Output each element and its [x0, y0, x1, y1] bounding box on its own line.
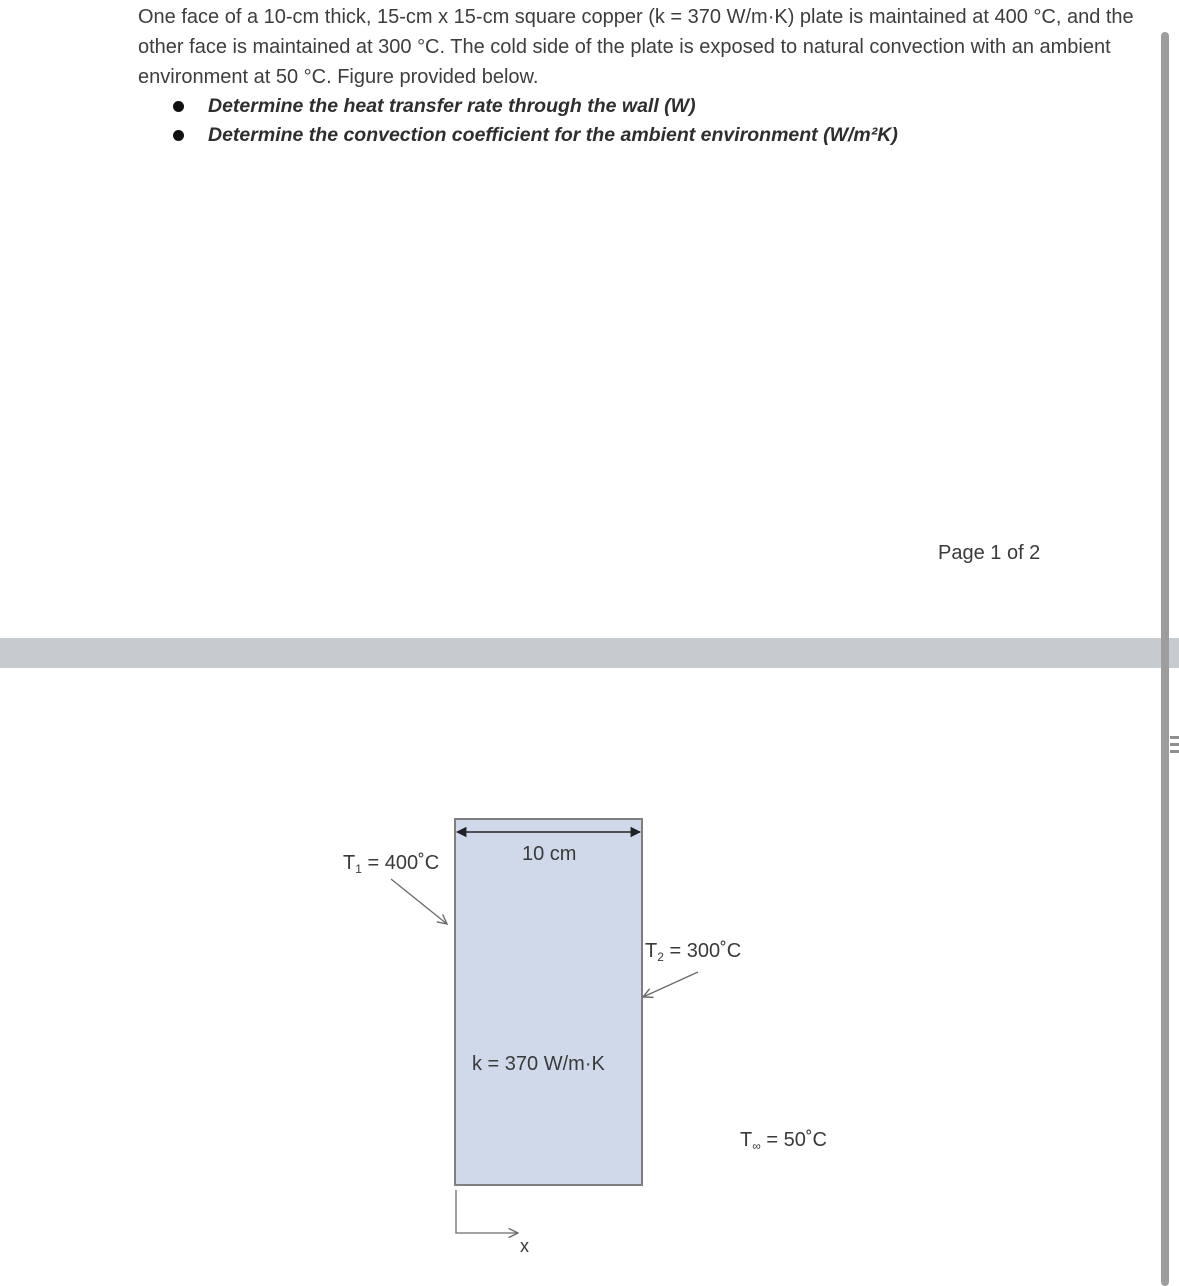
- page-number: Page 1 of 2: [938, 542, 1041, 564]
- problem-statement: One face of a 10-cm thick, 15-cm x 15-cm square copper (k = 370 W/m·K) plate is maintained at 400 °C, and the other face is maintained at 300 °C. The cold side of the plate is exposed to natural convection with an ambient environment at 50 °C. Figure provided below.: [138, 6, 1134, 88]
- t2-pointer-arrow: [643, 972, 698, 997]
- t1-label: $T_1$ = 400˚C: [343, 852, 440, 876]
- x-axis-label: x: [520, 1236, 529, 1256]
- thickness-label: 10 cm: [522, 843, 577, 865]
- task-text: Determine the convection coefficient for the ambient environment (W/m²K): [208, 124, 898, 146]
- t2-label: $T_2$ = 300˚C: [645, 940, 742, 964]
- t1-pointer-arrow: [391, 879, 447, 924]
- copper-plate: [455, 819, 642, 1185]
- ambient-temperature-label: $T_\infty$ = 50˚C: [740, 1129, 827, 1153]
- conductivity-label: k = 370 W/m·K: [472, 1053, 605, 1075]
- task-text: Determine the heat transfer rate through the wall (W): [208, 95, 696, 117]
- x-axis-arrow: [456, 1190, 518, 1233]
